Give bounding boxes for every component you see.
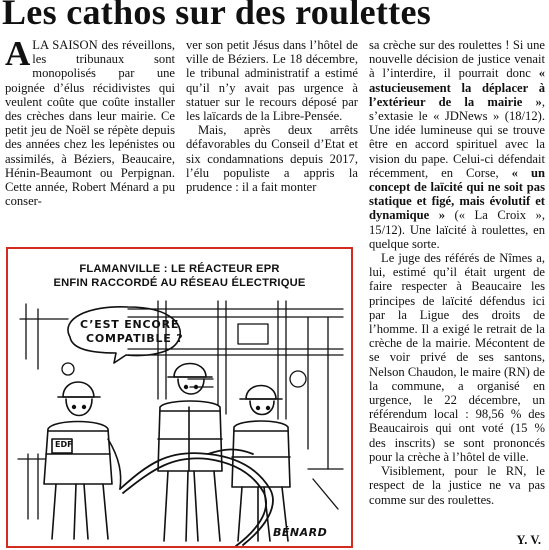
- edf-badge: EDF: [55, 440, 73, 449]
- cartoon: [6, 247, 353, 548]
- paragraph: [5, 34, 175, 209]
- paragraph-text: , s’extasie le « JDNews » (18/12). Une idée lumineuse qui se trouve être en accord spirituel avec la vision du pape. Celui-ci défendait récemment, en Corse,: [369, 94, 545, 180]
- paragraph: Le juge des référés de Nîmes a, lui, estimé qu’il était urgent de faire respecter à Beaucaire les principes de laïcité défendus ici par la Ligue des droits de l’homme. Il a exigé le retrait de la crèche de la mairie. Mécontent de se voir privé de ses santons, Nelson Chaudon, le maire (RN) de la commune, a organisé en urgence, le 22 décembre, un référendum local : 98,56 % des Beaucairois qui ont voté (15 % des inscrits) se sont prononcés pour la crèche à l’hôtel de ville.: [369, 251, 545, 464]
- cartoon-drawing: [8, 249, 351, 546]
- quote-bold: « astucieusement la déplacer à l’extérieur de la mairie »: [369, 66, 545, 109]
- article-column-3: [369, 38, 545, 507]
- cartoon-caption-line-1: FLAMANVILLE : LE RÉACTEUR EPR: [79, 263, 280, 275]
- paragraph-text: sa crèche sur des roulettes ! Si une nouvelle décision de justice venait à l’interdire, il pourrait donc: [369, 38, 545, 81]
- paragraph-text: (« La Croix », 15/12). Une laïcité à roulettes, en quelque sorte.: [369, 208, 546, 251]
- paragraph-text: LA SAISON des réveillons, les tribunaux sont monopolisés par une poignée d’élus récidivistes qui veulent coûte que coûte installer des crèches dans leur mairie. Ce petit jeu de Noël se répète depuis des années chez les lepénistes ou assimilés, à Béziers, Beaucaire, Hénin-Beaumont ou Perpignan. Cette année, Robert Ménard a pu conser-: [5, 38, 175, 209]
- headline: Les cathos sur des roulettes: [2, 0, 432, 32]
- article-column-2: [186, 38, 358, 194]
- paragraph: [369, 38, 545, 251]
- paragraph: Mais, après deux arrêts défavorables du Conseil d’Etat et six condamnations depuis 2017, l’élu populiste a appris la prudence : il a fait monter: [186, 123, 358, 195]
- cartoonist-signature: BÉNARD: [273, 526, 328, 539]
- worker-left-drawing: [44, 382, 121, 539]
- paragraph: Visiblement, pour le RN, le respect de la justice ne va pas comme sur des roulettes.: [369, 464, 545, 507]
- cartoon-caption-line-2: ENFIN RACCORDÉ AU RÉSEAU ÉLECTRIQUE: [53, 277, 306, 289]
- speech-bubble-text-1: C’EST ENCORE: [80, 318, 180, 331]
- quote-bold: « un concept de laïcité qui ne soit pas statique et figé, mais évolutif et dynamique »: [369, 165, 545, 223]
- paragraph: ver son petit Jésus dans l’hôtel de ville de Béziers. Le 18 décembre, le tribunal administratif a estimé qu’il n’y avait pas urgence à statuer sur le recours déposé par les laïcards de la Libre-Pensée.: [186, 38, 358, 124]
- article-column-1: [5, 34, 175, 209]
- speech-bubble-text-2: COMPATIBLE ?: [86, 332, 184, 345]
- drop-cap: A: [5, 34, 31, 73]
- author-signature: Y. V.: [516, 533, 541, 547]
